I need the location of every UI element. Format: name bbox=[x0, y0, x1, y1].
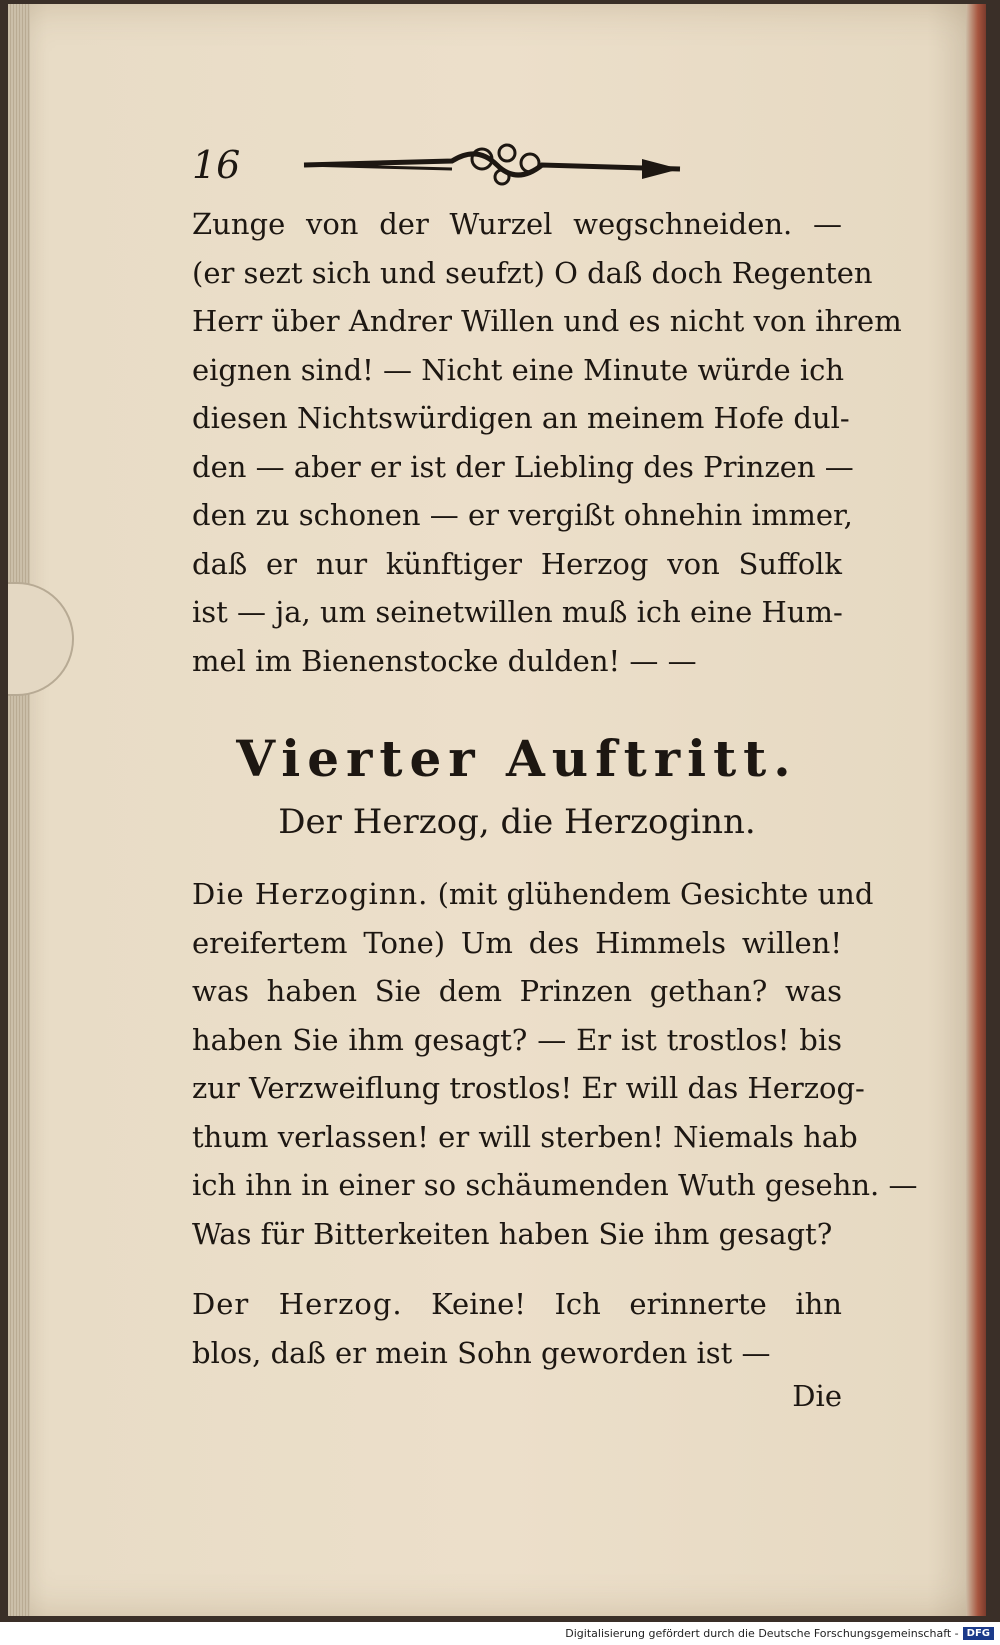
body-text bbox=[192, 200, 902, 685]
speech-line: thum verlassen! er will sterben! Niemals hab bbox=[192, 1119, 858, 1154]
speaker-name: Die Herzoginn. bbox=[192, 877, 429, 911]
book-cover-edge bbox=[966, 4, 986, 1616]
speech-line: haben Sie ihm gesagt? — Er ist trostlos! bis bbox=[192, 1022, 842, 1057]
speech-line: ich ihn in einer so schäumenden Wuth gesehn. — bbox=[192, 1168, 918, 1202]
body-line: Herr über Andrer Willen und es nicht von ihrem bbox=[192, 304, 902, 338]
body-line: (er sezt sich und seufzt) O daß doch Regenten bbox=[192, 255, 873, 290]
speech-line: zur Verzweiflung trostlos! Er will das Herzog- bbox=[192, 1071, 865, 1105]
dfg-logo: DFG bbox=[963, 1627, 994, 1640]
body-line: den zu schonen — er vergißt ohnehin immer, bbox=[192, 498, 853, 532]
body-line: eignen sind! — Nicht eine Minute würde ich bbox=[192, 352, 845, 387]
scene-heading: Vierter Auftritt. bbox=[236, 729, 798, 788]
speaker-name: Der Herzog. bbox=[192, 1287, 403, 1321]
speech-line: Der Herzog. Keine! Ich erinnerte ihn bbox=[192, 1287, 842, 1321]
page-stack-edge bbox=[8, 4, 30, 1616]
digitization-footer bbox=[0, 1622, 1000, 1645]
header-ornament-icon bbox=[302, 135, 682, 195]
speech-line: Was für Bitterkeiten haben Sie ihm gesagt? bbox=[192, 1216, 833, 1251]
speech-line: blos, daß er mein Sohn geworden ist — bbox=[192, 1335, 771, 1370]
page-number: 16 bbox=[192, 143, 241, 187]
body-line: ist — ja, um seinetwillen muß ich eine Hum- bbox=[192, 595, 843, 629]
body-line: daß er nur künftiger Herzog von Suffolk bbox=[192, 546, 842, 581]
body-line: Zunge von der Wurzel wegschneiden. — bbox=[192, 207, 842, 241]
footer-credit: Digitalisierung gefördert durch die Deutsche Forschungsgemeinschaft - bbox=[565, 1627, 959, 1640]
speech-line: was haben Sie dem Prinzen gethan? was bbox=[192, 974, 842, 1008]
body-line: mel im Bienenstocke dulden! — — bbox=[192, 643, 697, 678]
page-header bbox=[192, 130, 842, 200]
catchword: Die bbox=[792, 1379, 842, 1413]
speech-duke bbox=[192, 1280, 842, 1377]
speech-duchess bbox=[192, 870, 918, 1258]
scene-subheading: Der Herzog, die Herzoginn. bbox=[278, 802, 756, 842]
page-content bbox=[192, 130, 918, 1413]
speech-line: Die Herzoginn. (mit glühendem Gesichte und bbox=[192, 877, 874, 911]
speech-line: ereifertem Tone) Um des Himmels willen! bbox=[192, 925, 842, 960]
body-line: diesen Nichtswürdigen an meinem Hofe dul- bbox=[192, 401, 850, 435]
body-line: den — aber er ist der Liebling des Prinzen — bbox=[192, 449, 854, 484]
